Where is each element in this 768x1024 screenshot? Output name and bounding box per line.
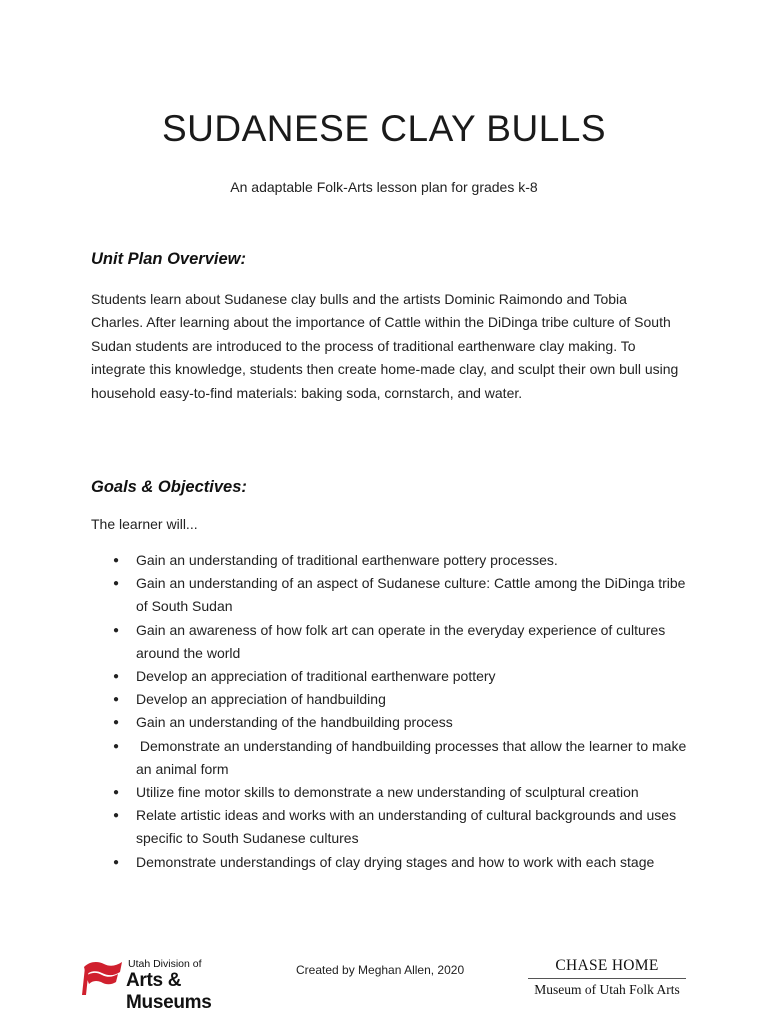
goals-lead-in: The learner will...: [91, 516, 198, 532]
bullet-icon: ●: [113, 740, 120, 752]
document-subtitle: An adaptable Folk-Arts lesson plan for grades k-8: [230, 179, 538, 195]
bullet-icon: ●: [113, 694, 120, 706]
objectives-list: [91, 549, 691, 874]
bullet-icon: ●: [113, 717, 120, 729]
chase-home-logo: [528, 956, 686, 998]
list-item: [91, 781, 691, 804]
utah-arts-museums-logo: [80, 955, 270, 1013]
logo-line2: Arts & Museums: [126, 970, 212, 1013]
logo-divider: [528, 978, 686, 979]
list-item-text: Gain an understanding of an aspect of Sudanese culture: Cattle among the DiDinga tribe of South Sudan: [136, 575, 686, 615]
bullet-icon: ●: [113, 856, 120, 868]
overview-body: Students learn about Sudanese clay bulls and the artists Dominic Raimondo and Tobia Charles. After learning about the importance of Cattle within the DiDinga tribe culture of South Sudan students are introduced to the process of traditional earthenware clay making. To integrate this knowledge, students then create home-made clay, and sculpt their own bull using household easy-to-find materials: baking soda, cornstarch, and water.: [91, 291, 679, 401]
list-item: [91, 804, 691, 850]
list-item: [91, 549, 691, 572]
list-item-text: Gain an awareness of how folk art can operate in the everyday experience of cultures around the world: [136, 621, 666, 661]
list-item: [91, 688, 691, 711]
bullet-icon: ●: [113, 787, 120, 799]
list-item-text: Demonstrate an understanding of handbuilding processes that allow the learner to make an animal form: [136, 737, 691, 777]
bullet-icon: ●: [113, 671, 120, 683]
list-item-text: Gain an understanding of the handbuilding process: [136, 714, 453, 731]
overview-heading: Unit Plan Overview:: [91, 250, 246, 268]
document-title: SUDANESE CLAY BULLS: [161, 108, 607, 149]
list-item: [91, 711, 691, 734]
list-item: [91, 572, 691, 618]
list-item-text: Demonstrate understandings of clay drying stages and how to work with each stage: [136, 853, 655, 870]
goals-heading: Goals & Objectives:: [91, 478, 247, 496]
list-item: [91, 851, 691, 874]
bullet-icon: ●: [113, 578, 120, 590]
chase-home-name: CHASE HOME: [555, 957, 659, 974]
bullet-icon: ●: [113, 810, 120, 822]
list-item: [91, 735, 691, 781]
list-item-text: Utilize fine motor skills to demonstrate a new understanding of sculptural creation: [136, 784, 639, 801]
list-item-text: Relate artistic ideas and works with an understanding of cultural backgrounds and uses specific to South Sudanese cultures: [136, 807, 677, 847]
red-flag-icon: [80, 955, 126, 997]
list-item-text: Gain an understanding of traditional earthenware pottery processes.: [136, 552, 558, 568]
list-item-text: Develop an appreciation of handbuilding: [136, 691, 386, 708]
list-item: [91, 665, 691, 688]
list-item: [91, 619, 691, 665]
logo-line1: Utah Division of: [128, 958, 202, 970]
author-credit: Created by Meghan Allen, 2020: [296, 963, 465, 977]
list-item-text: Develop an appreciation of traditional earthenware pottery: [136, 668, 496, 685]
bullet-icon: ●: [113, 624, 120, 636]
bullet-icon: ●: [113, 555, 120, 566]
museum-name: Museum of Utah Folk Arts: [534, 982, 680, 997]
